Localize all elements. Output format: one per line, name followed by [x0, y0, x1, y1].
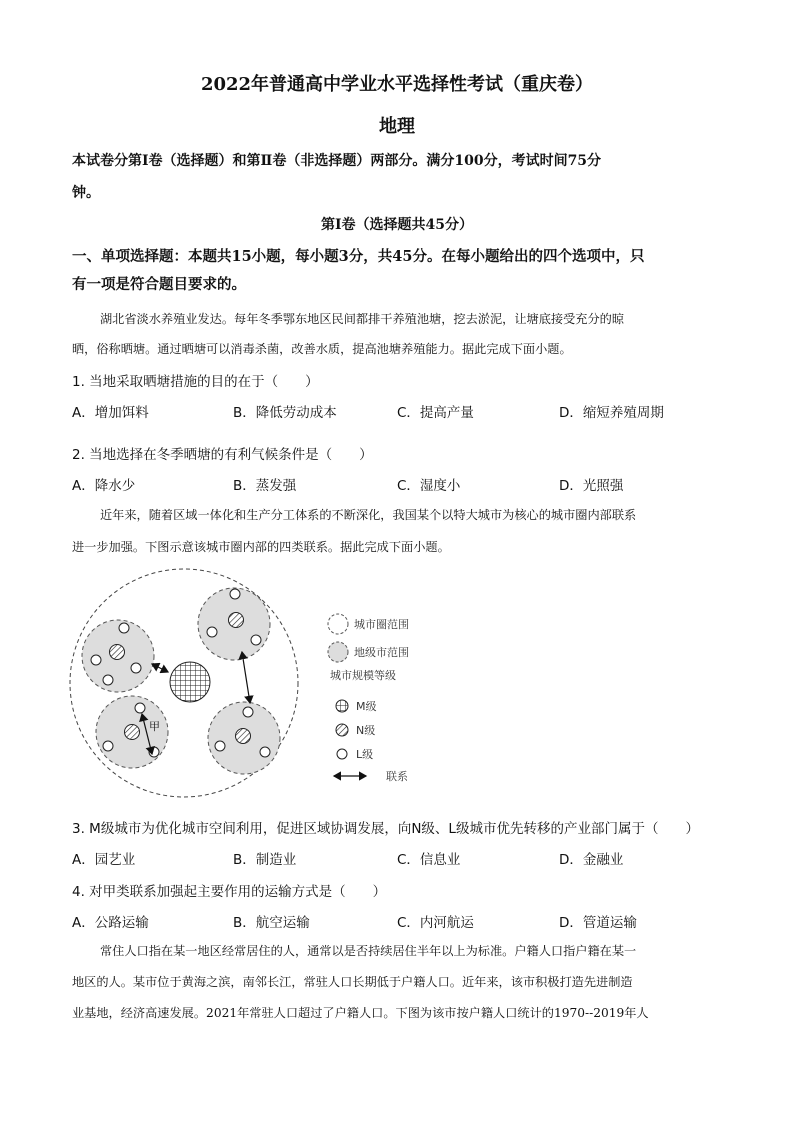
question-3-stem: 3. M级城市为优化城市空间利用，促进区域协调发展，向N级、L级城市优先转移的产业部门属于（ ） [72, 821, 699, 837]
l-level-city [91, 655, 101, 665]
section-instruction-line-2: 有一项是符合题目要求的。 [72, 276, 246, 293]
passage-3-line-3: 业基地，经济高速发展。2021年常驻人口超过了户籍人口。下图为该市按户籍人口统计的1970--2019年人 [72, 1006, 649, 1020]
subject-title: 地理 [379, 116, 415, 137]
legend-m-symbol [336, 700, 348, 712]
passage-3-line-2: 地区的人。某市位于黄海之滨，南邻长江，常驻人口长期低于户籍人口。近年来，该市积极打造先进制造 [72, 975, 633, 989]
l-level-city [131, 663, 141, 673]
q2-option-a[interactable]: A．降水少 [72, 478, 136, 494]
n-level-city [110, 645, 125, 660]
exam-title: 2022年普通高中学业水平选择性考试（重庆卷） [200, 74, 594, 95]
legend-prefecture-label: 地级市范围 [354, 646, 409, 659]
n-level-city [236, 729, 251, 744]
city-circle-diagram [60, 560, 460, 800]
n-level-city [125, 725, 140, 740]
legend-city-circle-label: 城市圈范围 [354, 618, 409, 631]
question-2-stem: 2. 当地选择在冬季晒塘的有利气候条件是（ ） [72, 447, 373, 463]
m-level-city [170, 662, 210, 702]
q2-option-c[interactable]: C．湿度小 [397, 478, 461, 494]
q1-option-c[interactable]: C．提高产量 [397, 405, 474, 421]
passage-1-line-1: 湖北省淡水养殖业发达。每年冬季鄂东地区民间都排干养殖池塘，挖去淤泥，让塘底接受充分的晾 [100, 312, 625, 326]
l-level-city [119, 623, 129, 633]
q3-option-c[interactable]: C．信息业 [397, 852, 461, 868]
question-1-stem: 1. 当地采取晒塘措施的目的在于（ ） [72, 374, 319, 390]
passage-2-line-1: 近年来，随着区域一体化和生产分工体系的不断深化，我国某个以特大城市为核心的城市圈内部联系 [100, 508, 637, 522]
l-level-city [103, 675, 113, 685]
link-arrow [242, 652, 250, 703]
q1-option-a[interactable]: A．增加饵料 [72, 405, 149, 421]
exam-intro-line-2: 钟。 [72, 185, 100, 201]
l-level-city [103, 741, 113, 751]
q4-option-d[interactable]: D．管道运输 [559, 915, 637, 931]
n-level-city [229, 613, 244, 628]
q3-option-d[interactable]: D．金融业 [559, 852, 624, 868]
l-level-city [215, 741, 225, 751]
q4-option-b[interactable]: B．航空运输 [233, 915, 310, 931]
l-level-city [135, 703, 145, 713]
q1-option-d[interactable]: D．缩短养殖周期 [559, 405, 664, 421]
q4-option-a[interactable]: A．公路运输 [72, 915, 149, 931]
l-level-city [260, 747, 270, 757]
passage-2-line-2: 进一步加强。下图示意该城市圈内部的四类联系。据此完成下面小题。 [72, 540, 450, 554]
l-level-city [251, 635, 261, 645]
exam-intro-line-1: 本试卷分第Ⅰ卷（选择题）和第Ⅱ卷（非选择题）两部分。满分100分，考试时间75分 [72, 153, 602, 169]
q3-option-b[interactable]: B．制造业 [233, 852, 297, 868]
question-4-stem: 4. 对甲类联系加强起主要作用的运输方式是（ ） [72, 884, 387, 900]
legend-scale-title: 城市规模等级 [330, 669, 396, 682]
legend-city-circle-symbol [328, 614, 348, 634]
l-level-city [230, 589, 240, 599]
passage-1-line-2: 晒，俗称晒塘。通过晒塘可以消毒杀菌，改善水质，提高池塘养殖能力。据此完成下面小题。 [72, 342, 572, 356]
section-instruction-line-1: 一、单项选择题：本题共15小题，每小题3分，共45分。在每小题给出的四个选项中，只 [72, 248, 645, 265]
link-arrow [152, 664, 168, 672]
legend-l-symbol [337, 749, 347, 759]
legend-prefecture-symbol [328, 642, 348, 662]
q4-option-c[interactable]: C．内河航运 [397, 915, 474, 931]
q1-option-b[interactable]: B．降低劳动成本 [233, 405, 337, 421]
passage-3-line-1: 常住人口指在某一地区经常居住的人，通常以是否持续居住半年以上为标准。户籍人口指户籍在某一 [100, 944, 637, 958]
legend-l-label: L级 [356, 748, 374, 761]
legend-link-label: 联系 [386, 770, 408, 783]
part-1-title: 第Ⅰ卷（选择题共45分） [320, 217, 474, 233]
q3-option-a[interactable]: A．园艺业 [72, 852, 136, 868]
q2-option-d[interactable]: D．光照强 [559, 478, 624, 494]
legend-n-label: N级 [356, 724, 376, 737]
q2-option-b[interactable]: B．蒸发强 [233, 478, 297, 494]
l-level-city [243, 707, 253, 717]
l-level-city [207, 627, 217, 637]
jia-label: 甲 [149, 720, 160, 733]
legend-m-label: M级 [356, 700, 377, 713]
legend-n-symbol [336, 724, 348, 736]
